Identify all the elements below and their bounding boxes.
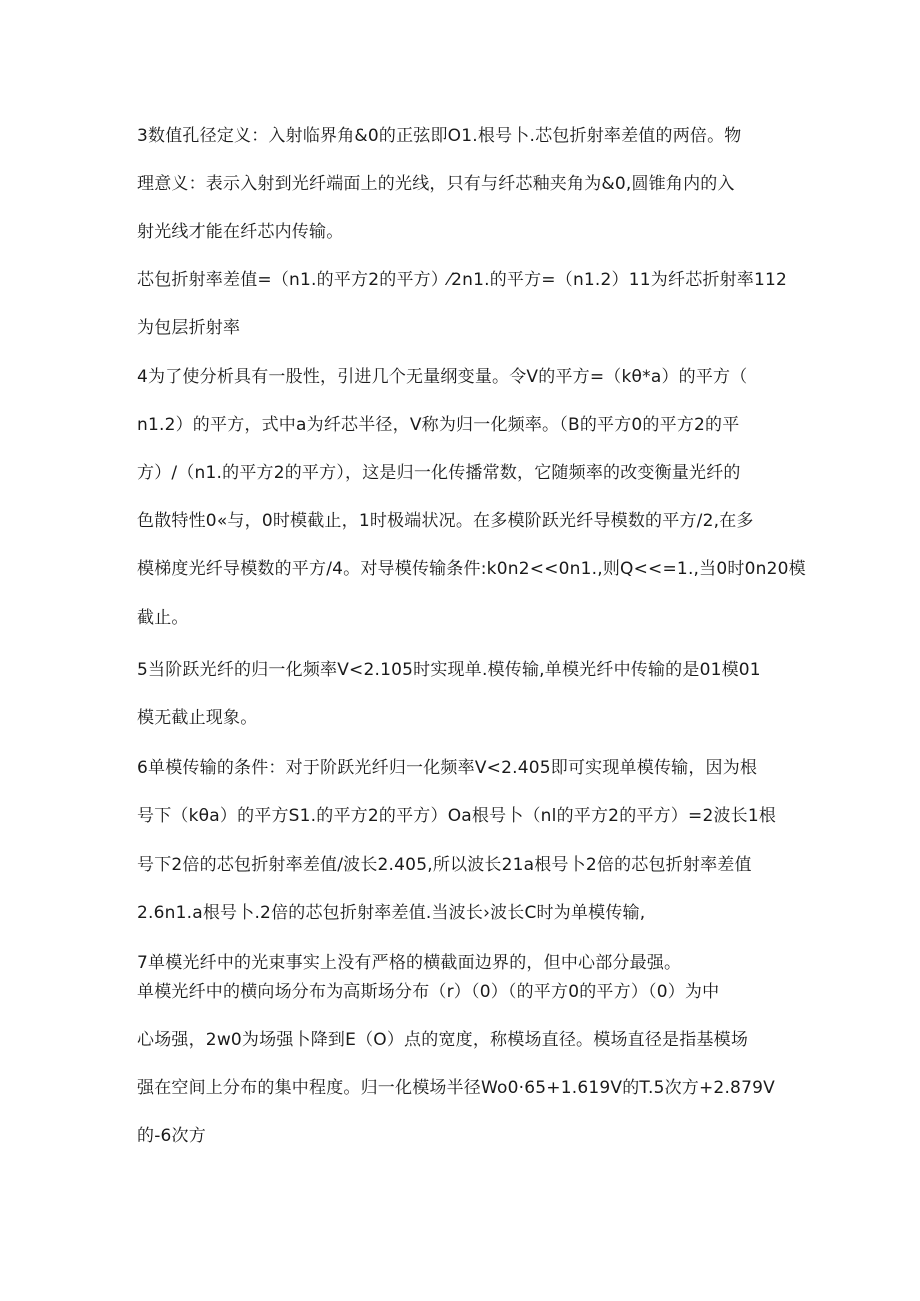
text-line: 心场强，2w0为场强卜降到E（O）点的宽度，称模场直径。模场直径是指基模场 <box>137 1030 749 1050</box>
text-line: 方）/（n1.的平方2的平方），这是归一化传播常数，它随频率的改变衡量光纤的 <box>137 463 741 483</box>
text-line: 模梯度光纤导模数的平方/4。对导模传输条件:k0n2<<0n1.,则Q<<=1.,当0时0n20模 <box>137 559 806 579</box>
text-line: 模无截止现象。 <box>137 708 258 728</box>
text-line: 2.6n1.a根号卜.2倍的芯包折射率差值.当波长›波长C时为单模传输, <box>137 903 646 923</box>
text-line: 单模光纤中的横向场分布为高斯场分布（r）（0）（的平方0的平方）（0）为中 <box>137 982 720 1002</box>
text-line: 射光线才能在纤芯内传输。 <box>137 222 344 242</box>
text-line: 色散特性0«与，0时模截止，1时极端状况。在多模阶跃光纤导模数的平方/2,在多 <box>137 511 754 531</box>
text-line: 号下2倍的芯包折射率差值/波长2.405,所以波长21a根号卜2倍的芯包折射率差值 <box>137 855 752 875</box>
text-line: 强在空间上分布的集中程度。归一化模场半径Wo0·65+1.619V的T.5次方+2.879V <box>137 1078 775 1098</box>
text-line: 5当阶跃光纤的归一化频率V<2.105时实现单.模传输,单模光纤中传输的是01模01 <box>137 660 761 680</box>
text-line: 芯包折射率差值=（n1.的平方2的平方）⁄2n1.的平方=（n1.2）11为纤芯折射率112 <box>137 270 788 290</box>
text-line: 理意义：表示入射到光纤端面上的光线，只有与纤芯釉夹角为&0,圆锥角内的入 <box>137 174 735 194</box>
text-line: 7单模光纤中的光束事实上没有严格的横截面边界的，但中心部分最强。 <box>137 953 682 973</box>
text-line: 的-6次方 <box>137 1126 206 1146</box>
text-line: 3数值孔径定义：入射临界角&0的正弦即O1.根号卜.芯包折射率差值的两倍。物 <box>137 126 742 146</box>
text-line: 6单模传输的条件：对于阶跃光纤归一化频率V<2.405即可实现单模传输，因为根 <box>137 758 758 778</box>
text-line: 为包层折射率 <box>137 318 241 338</box>
text-line: 4为了使分析具有一股性，引进几个无量纲变量。令V的平方=（kθ*a）的平方（ <box>137 367 748 387</box>
text-line: n1.2）的平方，式中a为纤芯半径，V称为归一化频率。（B的平方0的平方2的平 <box>137 415 740 435</box>
text-line: 号下（kθa）的平方S1.的平方2的平方）Oa根号卜（nl的平方2的平方）=2波长1根 <box>137 806 777 826</box>
text-line: 截止。 <box>137 608 189 628</box>
